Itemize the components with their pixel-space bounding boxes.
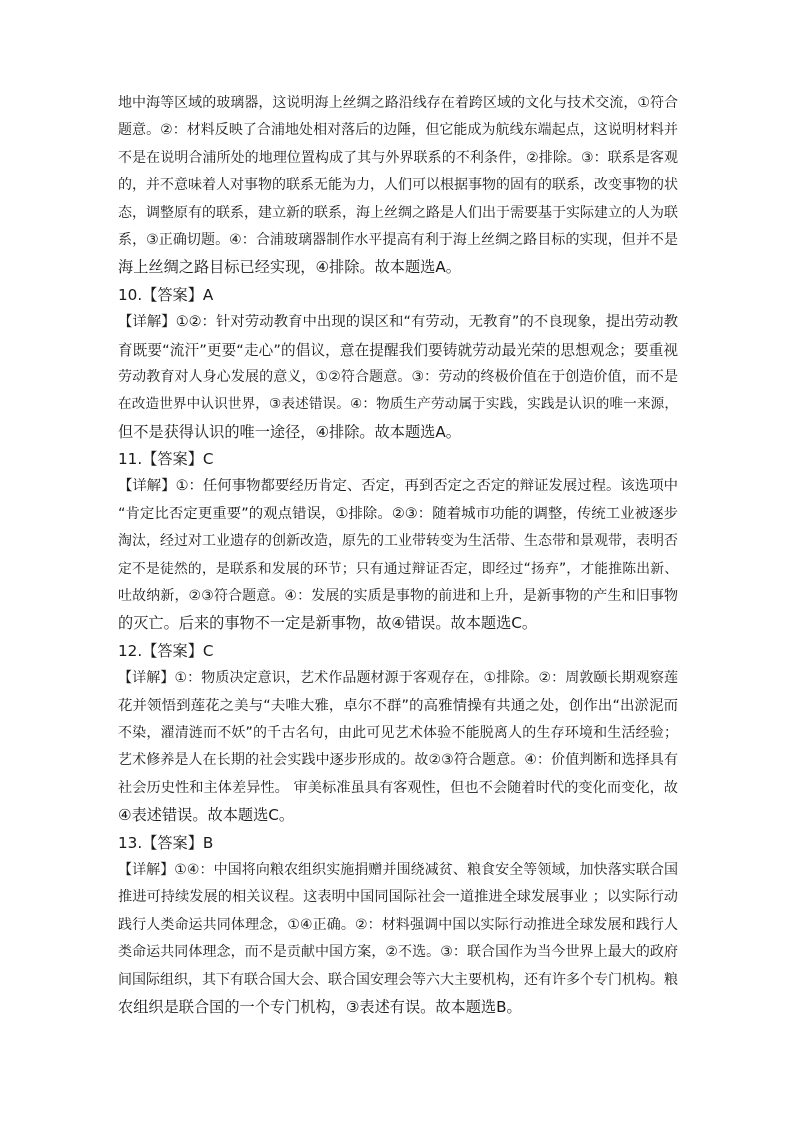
text-line: 淘汰，经过对工业遗存的创新改造，原先的工业带转变为生活带、生态带和景观带，表明否 xyxy=(118,533,678,550)
text-line: 吐故纳新，②③符合题意。④：发展的实质是事物的前进和上升，是新事物的产生和旧事物 xyxy=(118,588,678,605)
text-line: 间国际组织，其下有联合国大会、联合国安理会等六大主要机构，还有许多个专门机构。粮 xyxy=(118,971,678,988)
text-line: 的灭亡。后来的事物不一定是新事物，故④错误。故本题选C。 xyxy=(118,614,538,633)
text-line: 社会历史性和主体差异性。 审美标准虽具有客观性，但也不会随着时代的变化而变化，故 xyxy=(118,779,678,796)
text-line: 农组织是联合国的一个专门机构，③表述有误。故本题选B。 xyxy=(118,997,522,1016)
text-line: 劳动教育对人身心发展的意义，①②符合题意。③：劳动的终极价值在于创造价值，而不是 xyxy=(118,368,678,385)
text-line: 系，③正确切题。④：合浦玻璃器制作水平提高有利于海上丝绸之路目标的实现，但并不是 xyxy=(118,231,678,248)
text-line: 【详解】①②：针对劳动教育中出现的误区和“有劳动，无教育”的不良现象，提出劳动教 xyxy=(118,314,678,331)
text-line: 推进可持续发展的相关议程。这表明中国同国际社会一道推进全球发展事业 ；以实际行动 xyxy=(118,889,678,906)
text-line: 【详解】①：任何事物都要经历肯定、否定，再到否定之否定的辩证发展过程。该选项中 xyxy=(118,478,678,495)
text-line: 践行人类命运共同体理念，①④正确。②：材料强调中国以实际行动推进全球发展和践行人 xyxy=(118,916,678,933)
answer-heading-10: 10.【答案】A xyxy=(118,285,214,304)
text-line: 地中海等区域的玻璃器，这说明海上丝绸之路沿线存在着跨区域的文化与技术交流，①符合 xyxy=(118,95,678,111)
text-line: 花并领悟到莲花之美与“夫唯大雅，卓尔不群”的高雅情操有共通之处，创作出“出淤泥而 xyxy=(118,697,678,714)
answer-heading-12: 12.【答案】C xyxy=(118,641,214,660)
text-line: 不是在说明合浦所处的地理位置构成了其与外界联系的不利条件，②排除。③：联系是客观 xyxy=(118,149,678,166)
text-line: ④表述错误。故本题选C。 xyxy=(118,806,295,825)
text-line: 不染，濯清涟而不妖”的千古名句，由此可见艺术体验不能脱离人的生存环境和生活经验； xyxy=(118,724,678,741)
text-line: 【详解】①④：中国将向粮农组织实施捐赠并围绕减贫、粮食安全等领域，加快落实联合国 xyxy=(118,861,678,878)
text-line: 态，调整原有的联系，建立新的联系，海上丝绸之路是人们出于需要基于实际建立的人为联 xyxy=(118,204,678,221)
text-line: 在改造世界中认识世界，③表述错误。④：物质生产劳动属于实践，实践是认识的唯一来源， xyxy=(118,396,678,413)
text-line: 定不是徒然的，是联系和发展的环节；只有通过辩证否定，即经过“扬弃”，才能推陈出新、 xyxy=(118,560,678,577)
text-line: 【详解】①：物质决定意识，艺术作品题材源于客观存在，①排除。②：周敦颐长期观察莲 xyxy=(118,670,678,687)
text-line: 的，并不意味着人对事物的联系无能为力，人们可以根据事物的固有的联系，改变事物的状 xyxy=(118,177,678,194)
text-line: 海上丝绸之路目标已经实现，④排除。故本题选A。 xyxy=(118,258,461,277)
text-line: 类命运共同体理念，而不是贡献中国方案，②不选。③：联合国作为当今世界上最大的政府 xyxy=(118,944,678,961)
document-page xyxy=(118,90,678,1021)
text-line: 艺术修养是人在长期的社会实践中逐步形成的。故②③符合题意。④：价值判断和选择具有 xyxy=(118,752,678,769)
text-line: 题意。②：材料反映了合浦地处相对落后的边陲，但它能成为航线东端起点，这说明材料并 xyxy=(118,122,678,139)
text-line: “肯定比否定更重要”的观点错误，①排除。②③：随着城市功能的调整，传统工业被逐步 xyxy=(118,505,678,522)
answer-heading-11: 11.【答案】C xyxy=(118,450,214,469)
text-line: 育既要“流汗”更要“走心”的倡议，意在提醒我们要铸就劳动最光荣的思想观念；要重视 xyxy=(118,341,678,359)
answer-heading-13: 13.【答案】B xyxy=(118,833,214,852)
text-line: 但不是获得认识的唯一途径，④排除。故本题选A。 xyxy=(118,422,461,441)
